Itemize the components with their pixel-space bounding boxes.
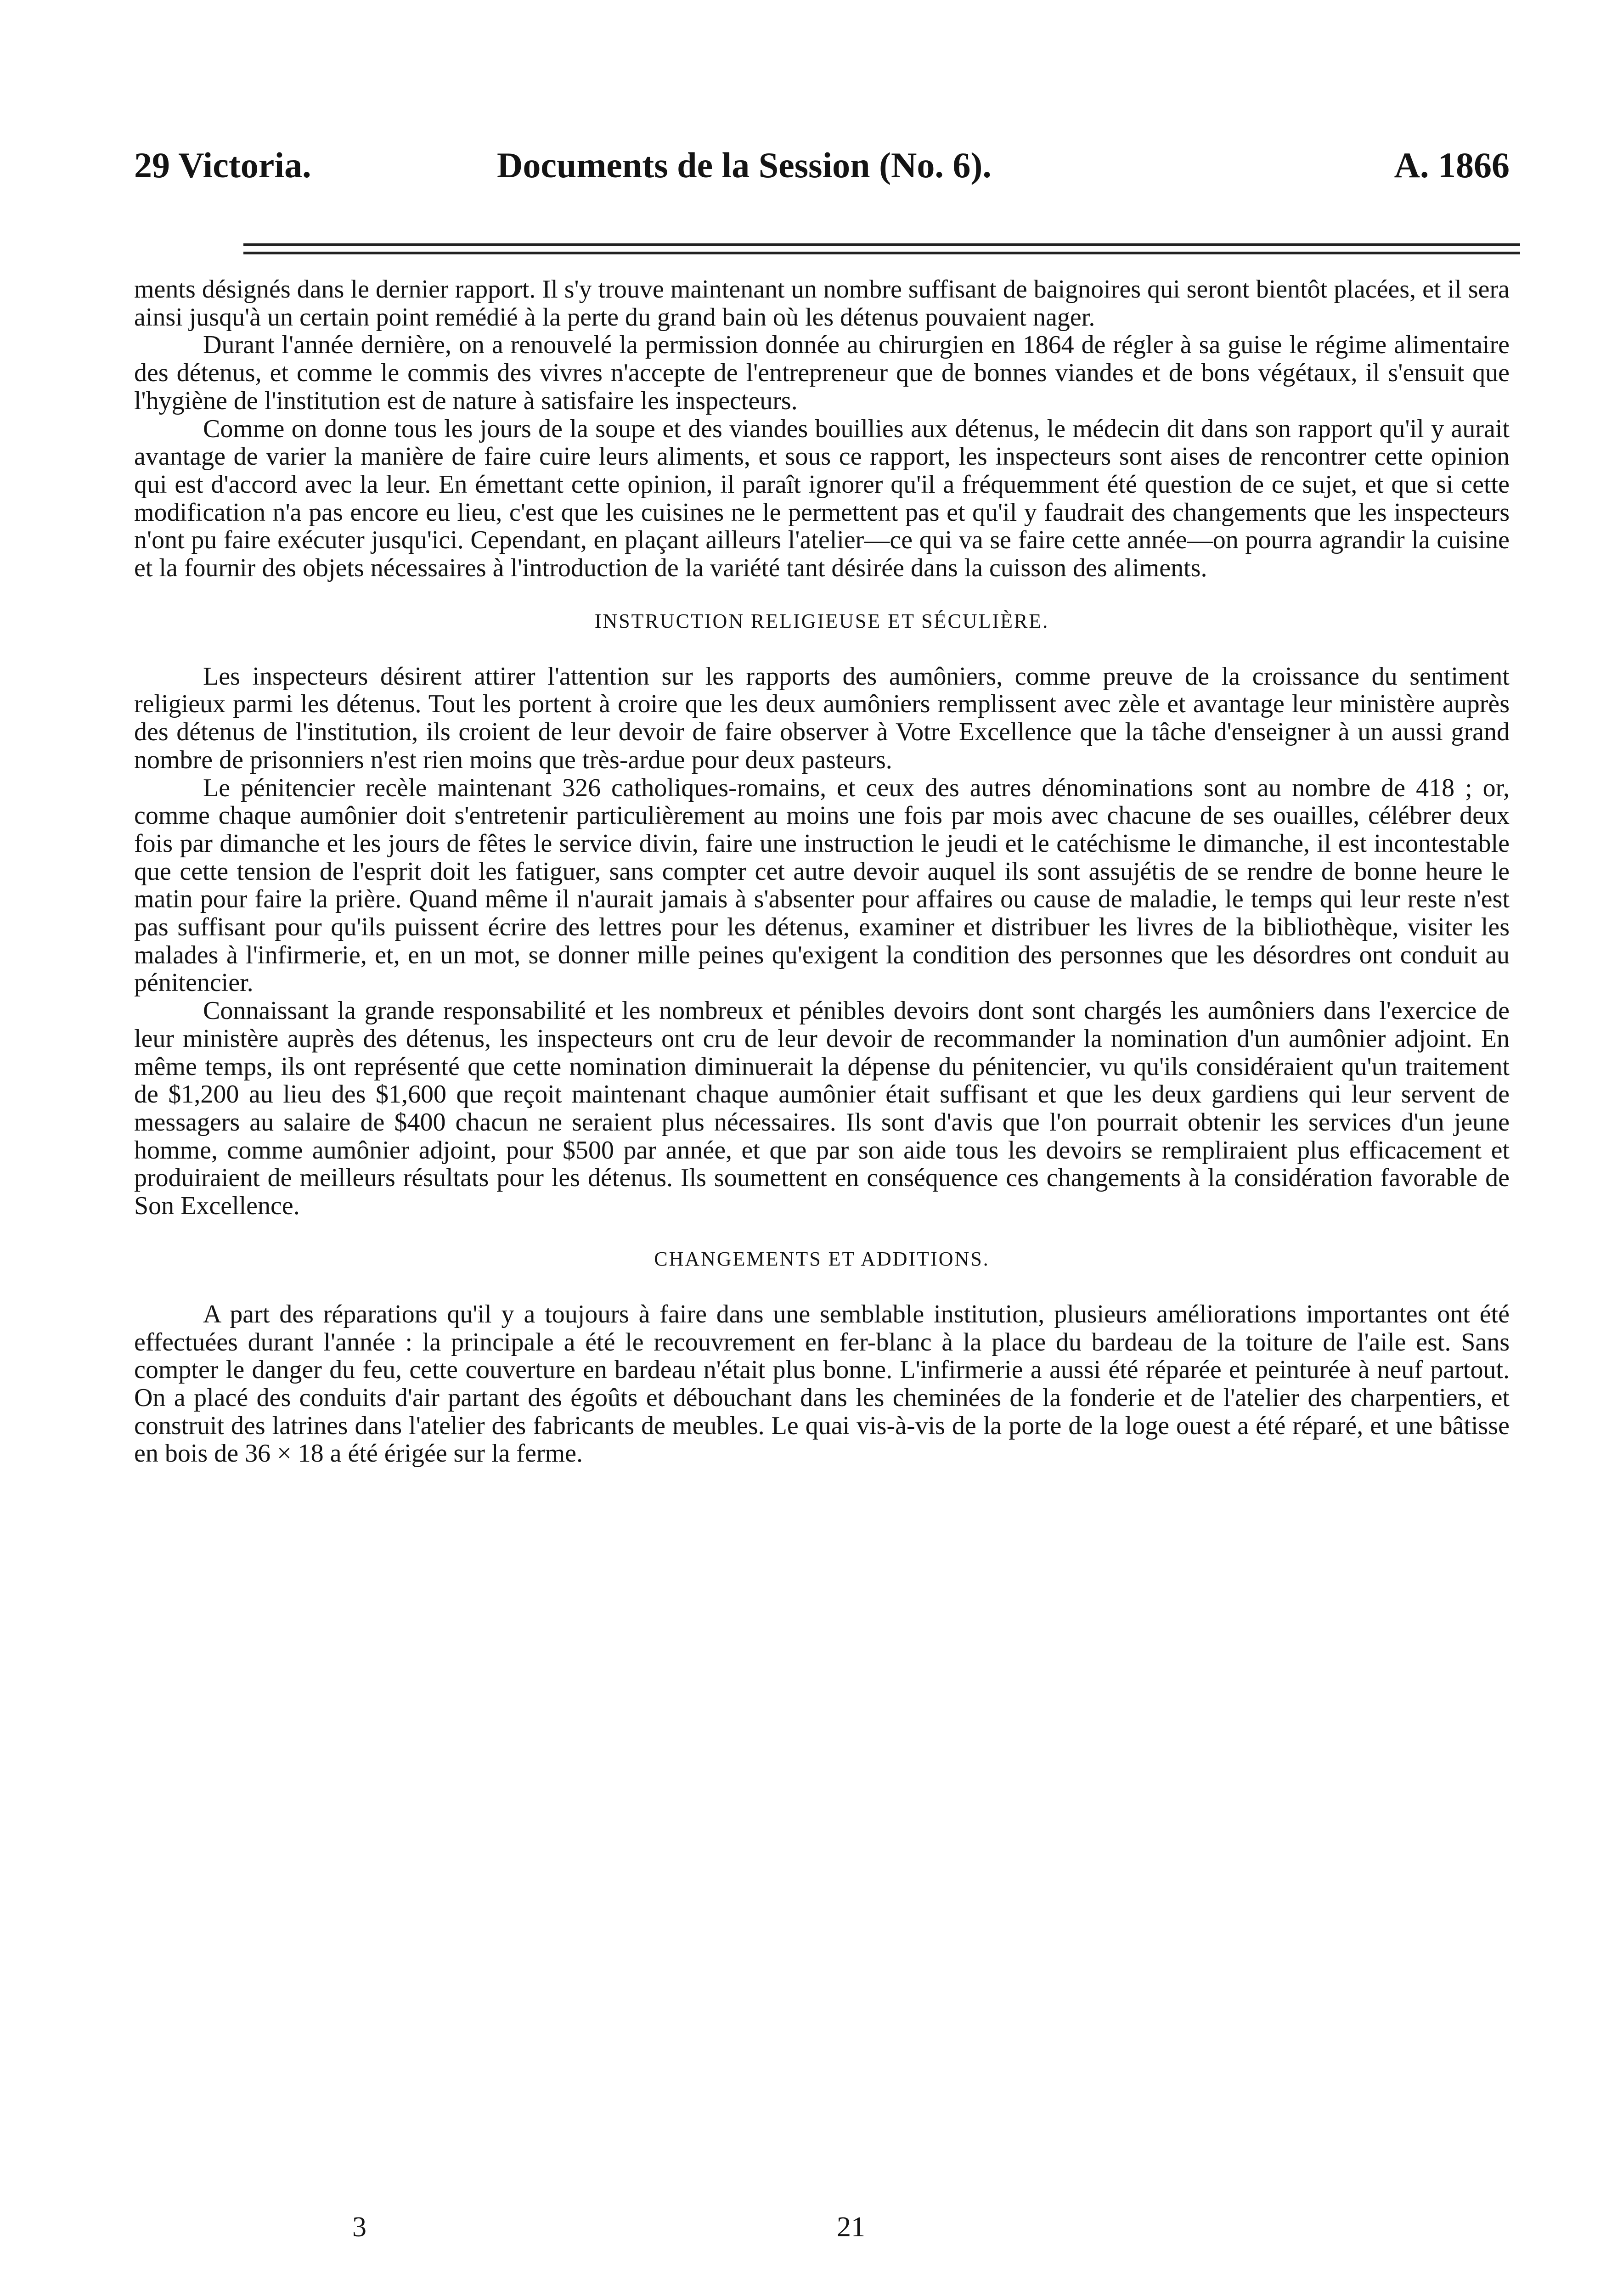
header-year: A. 1866 [1394, 145, 1510, 185]
paragraph: Comme on donne tous les jours de la soupe et des viandes bouillies aux détenus, le médecin dit dans son rapport qu'il y aurait avantage de varier la manière de faire cuire leurs aliments, et sous ce rapport, les inspecteurs sont aises de rencontrer cette opinion qui est d'accord avec la leur. En émettant cette opinion, il paraît ignorer qu'il a fréquemment été question de ce sujet, et que si cette modification n'a pas encore eu lieu, c'est que les cuisines ne le permettent pas et qu'il y faudrait des changements que les inspecteurs n'ont pu faire exécuter jusqu'ici. Cependant, en plaçant ailleurs l'atelier—ce qui va se faire cette année—on pourra agrandir la cuisine et la fournir des objets nécessaires à l'introduction de la variété tant désirée dans la cuisson des aliments. [134, 414, 1510, 583]
header-rule-top [243, 243, 1520, 246]
paragraph: Le pénitencier recèle maintenant 326 catholiques-romains, et ceux des autres dénominations sont au nombre de 418 ; or, comme chaque aumônier doit s'entretenir particulièrement au moins une fois par mois avec chacune de ses ouailles, célébrer deux fois par dimanche et les jours de fêtes le service divin, faire une instruction le jeudi et le catéchisme le dimanche, il est incontestable que cette tension de l'esprit doit les fatiguer, sans compter cet autre devoir auquel ils sont assujétis de se rendre de bonne heure le matin pour faire la prière. Quand même il n'aurait jamais à s'absenter pour affaires ou cause de maladie, le temps qui leur reste n'est pas suffisant pour qu'ils puissent écrire des lettres pour les détenus, examiner et distribuer les livres de la bibliothèque, visiter les malades à l'infirmerie, et, en un mot, se donner mille peines qu'exigent la condition des personnes que les désordres ont conduit au pénitencier. [134, 773, 1510, 997]
paragraph: ments désignés dans le dernier rapport. Il s'y trouve maintenant un nombre suffisant de baignoires qui seront bientôt placées, et il sera ainsi jusqu'à un certain point remédié à la perte du grand bain où les détenus pouvaient nager. [134, 275, 1510, 332]
paragraph: Connaissant la grande responsabilité et les nombreux et pénibles devoirs dont sont chargés les aumôniers dans l'exercice de leur ministère auprès des détenus, les inspecteurs ont cru de leur devoir de recommander la nomination d'un aumônier adjoint. En même temps, ils ont représenté que cette nomination diminuerait la dépense du pénitencier, vu qu'ils considéraient qu'un traitement de $1,200 au lieu des $1,600 que reçoit maintenant chaque aumônier était suffisant et que les deux gardiens qui leur servent de messagers au salaire de $400 chacun ne seraient plus nécessaires. Ils sont d'avis que l'on pourrait obtenir les services d'un jeune homme, comme aumônier adjoint, pour $500 par année, et que par son aide tous les devoirs se rempliraient plus efficacement et produiraient de meilleurs résultats pour les détenus. Ils soumettent en conséquence ces changements à la considération favorable de Son Excellence. [134, 996, 1510, 1221]
paragraph: A part des réparations qu'il y a toujours à faire dans une semblable institution, plusieurs améliorations importantes ont été effectuées durant l'année : la principale a été le recouvrement en fer-blanc à la place du bardeau de la toiture de l'aile est. Sans compter le danger du feu, cette couverture en bardeau n'était plus bonne. L'infirmerie a aussi été réparée et peinturée à neuf partout. On a placé des conduits d'air partant des égoûts et débouchant dans les cheminées de la fonderie et de l'atelier des charpentiers, et construit des latrines dans l'atelier des fabricants de meubles. Le quai vis-à-vis de la porte de la loge ouest a été réparé, et une bâtisse en bois de 36 × 18 a été érigée sur la ferme. [134, 1300, 1510, 1468]
body-text [134, 276, 1510, 1468]
section-heading-changements: CHANGEMENTS ET ADDITIONS. [654, 1247, 990, 1270]
header-title: Documents de la Session (No. 6). [497, 145, 992, 185]
page-number: 21 [837, 2212, 865, 2243]
paragraph: Les inspecteurs désirent attirer l'attention sur les rapports des aumôniers, comme preuve de la croissance du sentiment religieux parmi les détenus. Tout les portent à croire que les deux aumôniers remplissent avec zèle et avantage leur ministère auprès des détenus de l'institution, ils croient de leur devoir de faire observer à Votre Excellence que la tâche d'enseigner à un aussi grand nombre de prisonniers n'est rien moins que très-ardue pour deux pasteurs. [134, 662, 1510, 774]
section-heading-instruction: INSTRUCTION RELIGIEUSE ET SÉCULIÈRE. [594, 609, 1049, 632]
running-header [134, 140, 1510, 191]
header-volume: 29 Victoria. [134, 145, 311, 185]
header-rule-bottom [243, 252, 1520, 254]
paragraph: Durant l'année dernière, on a renouvelé la permission donnée au chirurgien en 1864 de régler à sa guise le régime alimentaire des détenus, et comme le commis des vivres n'accepte de l'entrepreneur que de bonnes viandes et de bons végétaux, il s'ensuit que l'hygiène de l'institution est de nature à satisfaire les inspecteurs. [134, 331, 1510, 415]
page-footer [134, 2209, 1510, 2245]
signature-mark: 3 [352, 2212, 366, 2243]
